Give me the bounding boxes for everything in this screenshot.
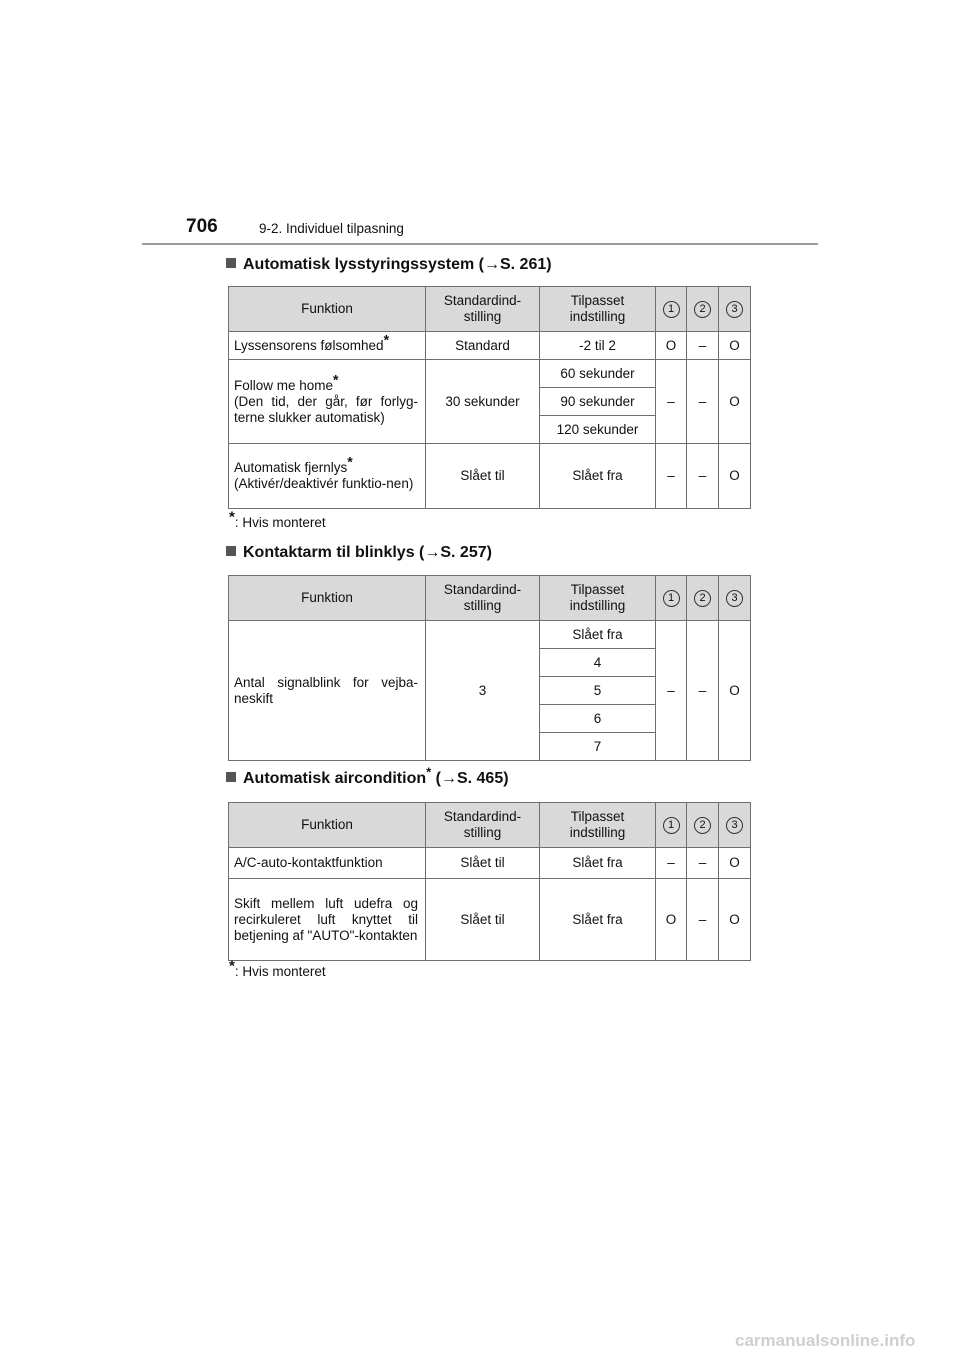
function-cell: Follow me home* (Den tid, der går, før forlyg-terne slukker automatisk): [229, 360, 426, 444]
table-header-row: [229, 803, 751, 848]
circled-1-icon: 1: [663, 590, 680, 607]
function-cell: Antal signalblink for vejba-neskift: [229, 621, 426, 761]
header-divider: [142, 243, 818, 245]
custom-cell: -2 til 2: [540, 332, 656, 360]
header-tilpasset: Tilpasset indstilling: [540, 287, 656, 332]
default-cell: Slået til: [426, 848, 540, 879]
custom-cell: Slået fra: [540, 879, 656, 961]
circled-3-icon: 3: [726, 817, 743, 834]
default-cell: 3: [426, 621, 540, 761]
table-header-row: [229, 287, 751, 332]
col-1-cell: O: [656, 879, 687, 961]
custom-cell: 6: [540, 705, 656, 733]
square-bullet-icon: [226, 772, 236, 782]
circled-2-icon: 2: [694, 590, 711, 607]
header-col-2: [687, 576, 719, 621]
circled-3-icon: 3: [726, 301, 743, 318]
col-3-cell: O: [719, 444, 751, 509]
table-row: [229, 332, 751, 360]
header-col-1: [656, 803, 687, 848]
col-1-cell: –: [656, 444, 687, 509]
section-heading-light-control: Automatisk lysstyringssystem (→S. 261): [226, 256, 552, 274]
table-row: [229, 360, 751, 388]
circled-2-icon: 2: [694, 301, 711, 318]
circled-3-icon: 3: [726, 590, 743, 607]
header-funktion: Funktion: [229, 287, 426, 332]
settings-table-turn-signal: [228, 575, 751, 761]
custom-cell: Slået fra: [540, 444, 656, 509]
table-row: [229, 621, 751, 649]
custom-cell: Slået fra: [540, 621, 656, 649]
custom-cell: 120 sekunder: [540, 416, 656, 444]
col-2-cell: –: [687, 444, 719, 509]
col-3-cell: O: [719, 332, 751, 360]
col-3-cell: O: [719, 879, 751, 961]
header-col-2: [687, 287, 719, 332]
circled-1-icon: 1: [663, 817, 680, 834]
col-3-cell: O: [719, 848, 751, 879]
col-1-cell: –: [656, 360, 687, 444]
default-cell: Slået til: [426, 444, 540, 509]
circled-1-icon: 1: [663, 301, 680, 318]
col-1-cell: –: [656, 848, 687, 879]
col-3-cell: O: [719, 360, 751, 444]
section-header: 9-2. Individuel tilpasning: [259, 221, 404, 236]
section-heading-turn-signal: Kontaktarm til blinklys (→S. 257): [226, 544, 492, 562]
table-row: [229, 444, 751, 509]
col-2-cell: –: [687, 848, 719, 879]
circled-2-icon: 2: [694, 817, 711, 834]
table-header-row: [229, 576, 751, 621]
header-col-3: [719, 287, 751, 332]
header-col-3: [719, 803, 751, 848]
default-cell: 30 sekunder: [426, 360, 540, 444]
settings-table-light-control: [228, 286, 751, 509]
header-funktion: Funktion: [229, 576, 426, 621]
col-2-cell: –: [687, 360, 719, 444]
square-bullet-icon: [226, 546, 236, 556]
header-funktion: Funktion: [229, 803, 426, 848]
footnote: *: Hvis monteret: [229, 957, 326, 979]
function-cell: Lyssensorens følsomhed*: [229, 332, 426, 360]
default-cell: Standard: [426, 332, 540, 360]
col-1-cell: O: [656, 332, 687, 360]
header-standard: Standardind-stilling: [426, 576, 540, 621]
header-standard: Standardind-stilling: [426, 287, 540, 332]
header-tilpasset: Tilpasset indstilling: [540, 576, 656, 621]
table-row: [229, 848, 751, 879]
col-2-cell: –: [687, 332, 719, 360]
custom-cell: 4: [540, 649, 656, 677]
table-row: [229, 879, 751, 961]
header-col-1: [656, 287, 687, 332]
header-col-2: [687, 803, 719, 848]
function-cell: Skift mellem luft udefra og recirkuleret luft knyttet til betjening af "AUTO"-kontakten: [229, 879, 426, 961]
function-cell: Automatisk fjernlys* (Aktivér/deaktivér funktio-nen): [229, 444, 426, 509]
custom-cell: 7: [540, 733, 656, 761]
footnote: *: Hvis monteret: [229, 508, 326, 530]
section-heading-aircon: Automatisk aircondition* (→S. 465): [226, 770, 509, 788]
col-1-cell: –: [656, 621, 687, 761]
settings-table-aircon: [228, 802, 751, 961]
custom-cell: 90 sekunder: [540, 388, 656, 416]
page-number: 706: [186, 216, 218, 237]
col-2-cell: –: [687, 879, 719, 961]
header-tilpasset: Tilpasset indstilling: [540, 803, 656, 848]
header-col-1: [656, 576, 687, 621]
custom-cell: 5: [540, 677, 656, 705]
col-2-cell: –: [687, 621, 719, 761]
watermark: carmanualsonline.info: [735, 1331, 916, 1350]
square-bullet-icon: [226, 258, 236, 268]
custom-cell: Slået fra: [540, 848, 656, 879]
header-standard: Standardind-stilling: [426, 803, 540, 848]
custom-cell: 60 sekunder: [540, 360, 656, 388]
function-cell: A/C-auto-kontaktfunktion: [229, 848, 426, 879]
default-cell: Slået til: [426, 879, 540, 961]
col-3-cell: O: [719, 621, 751, 761]
header-col-3: [719, 576, 751, 621]
